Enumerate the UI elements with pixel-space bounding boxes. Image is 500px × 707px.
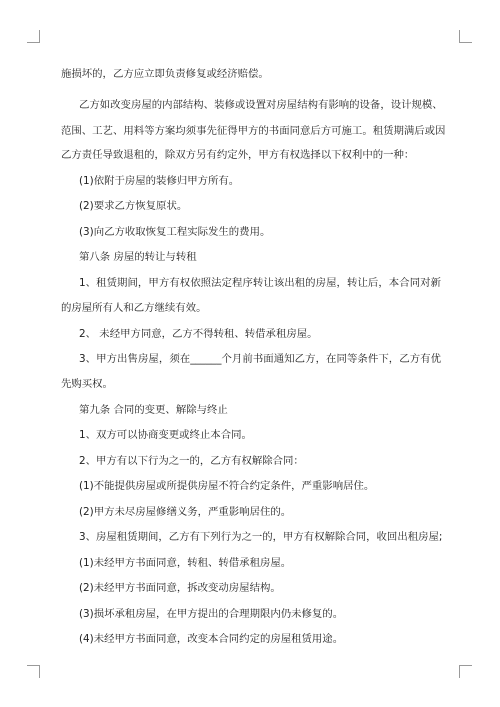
- crop-mark-top-left: [27, 30, 40, 43]
- document-line: 2、 未经甲方同意，乙方不得转租、转借承租房屋。: [79, 328, 318, 340]
- crop-mark-top-right: [459, 30, 472, 43]
- document-line: 第八条 房屋的转让与转租: [79, 251, 197, 263]
- document-line: 先购买权。: [61, 378, 113, 390]
- document-line: 施损坏的，乙方应立即负责修复或经济赔偿。: [61, 68, 269, 80]
- document-line: 乙方责任导致退租的，除双方另有约定外，甲方有权选择以下权利中的一种：: [61, 149, 415, 161]
- document-line: (3)向乙方收取恢复工程实际发生的费用。: [79, 226, 271, 238]
- document-line: (2)要求乙方恢复原状。: [79, 200, 188, 212]
- document-line: (2)未经甲方书面同意，拆改变动房屋结构。: [79, 582, 281, 594]
- document-line: 2、甲方有以下行为之一的，乙方有权解除合同：: [79, 455, 304, 467]
- document-line: 乙方如改变房屋的内部结构、装修或设置对房屋结构有影响的设备，设计规模、: [79, 99, 443, 111]
- document-line: 3、房屋租赁期间，乙方有下列行为之一的，甲方有权解除合同，收回出租房屋;: [79, 531, 443, 543]
- document-line: (4)未经甲方书面同意，改变本合同约定的房屋租赁用途。: [79, 633, 344, 645]
- document-line: 第九条 合同的变更、解除与终止: [79, 404, 228, 416]
- document-line: 3、甲方出售房屋，须在______个月前书面通知乙方，在同等条件下，乙方有优: [79, 353, 441, 365]
- document-line: (1)依附于房屋的装修归甲方所有。: [79, 175, 240, 187]
- crop-mark-bottom-left: [27, 665, 40, 678]
- document-line: 的房屋所有人和乙方继续有效。: [61, 302, 207, 314]
- document-line: (1)不能提供房屋或所提供房屋不符合约定条件，严重影响居住。: [79, 480, 375, 492]
- crop-mark-bottom-right: [459, 665, 472, 678]
- document-line: (2)甲方未尽房屋修缮义务，严重影响居住的。: [79, 506, 292, 518]
- document-line: 范围、工艺、用料等方案均须事先征得甲方的书面同意后方可施工。租赁期满后或因: [61, 125, 446, 137]
- document-line: (3)损坏承租房屋，在甲方提出的合理期限内仍未修复的。: [79, 608, 344, 620]
- document-line: 1、双方可以协商变更或终止本合同。: [79, 429, 252, 441]
- document-line: 1、租赁期间，甲方有权依照法定程序转让该出租的房屋，转让后，本合同对新: [79, 277, 441, 289]
- document-line: (1)未经甲方书面同意，转租、转借承租房屋。: [79, 557, 292, 569]
